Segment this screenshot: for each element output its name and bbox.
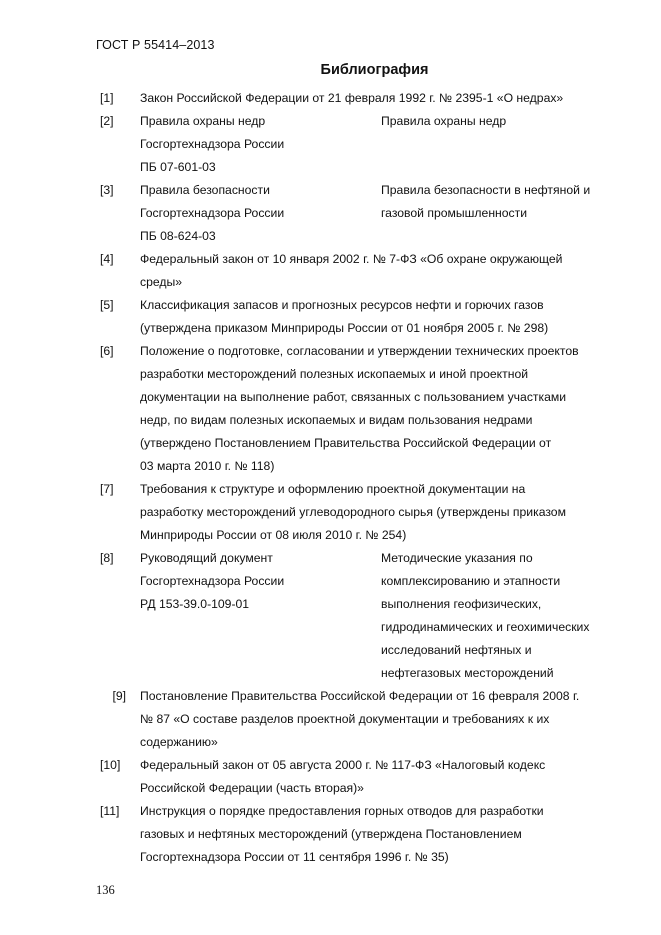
bibliography-entry [96, 754, 636, 800]
entry-line: Госгортехнадзора России [140, 574, 285, 588]
entry-line: комплексированию и этапности [381, 574, 561, 588]
entry-line: гидродинамических и геохимических [381, 620, 590, 634]
entry-line: Методические указания по [381, 551, 533, 565]
entry-number: [1] [100, 91, 114, 105]
entry-line: Инструкция о порядке предоставления горных отводов для разработки [140, 804, 544, 818]
entry-designation [140, 110, 381, 179]
entry-line: разработку месторождений углеводородного сырья (утверждены приказом [140, 505, 566, 519]
entry-designation [140, 179, 381, 248]
entry-line: (утверждено Постановлением Правительства Российской Федерации от [140, 436, 552, 450]
entry-line: Классификация запасов и прогнозных ресурсов нефти и горючих газов [140, 298, 544, 312]
bibliography-entry [96, 294, 636, 340]
entry-designation [140, 547, 381, 685]
entry-line: (утверждена приказом Минприроды России от 01 ноября 2005 г. № 298) [140, 321, 549, 335]
entry-text [140, 294, 636, 340]
entry-number: [7] [100, 482, 114, 496]
entry-number: [2] [100, 114, 114, 128]
entry-line: Госгортехнадзора России от 11 сентября 1996 г. № 35) [140, 850, 449, 864]
entry-text [140, 685, 636, 754]
section-title: Библиография [320, 62, 429, 78]
entry-number: [3] [100, 183, 114, 197]
entry-line: Госгортехнадзора России [140, 137, 285, 151]
entry-text [140, 340, 636, 478]
entry-line: Правила охраны недр [140, 114, 266, 128]
entry-line: документации на выполнение работ, связанных с пользованием участками [140, 390, 567, 404]
entry-line: газовых и нефтяных месторождений (утверждена Постановлением [140, 827, 522, 841]
entry-line: газовой промышленности [381, 206, 528, 220]
entry-number: [9] [112, 689, 126, 703]
entry-line: Положение о подготовке, согласовании и утверждении технических проектов [140, 344, 579, 358]
entry-number: [5] [100, 298, 114, 312]
entry-line: нефтегазовых месторождений [381, 666, 554, 680]
page-number: 136 [96, 883, 115, 897]
entry-text [140, 478, 636, 547]
entry-line: Правила безопасности в нефтяной и [381, 183, 591, 197]
entry-number: [8] [100, 551, 114, 565]
bibliography-entry [96, 547, 636, 685]
entry-title [381, 179, 636, 248]
entry-line: Госгортехнадзора России [140, 206, 285, 220]
entry-title [381, 547, 636, 685]
entry-number: [4] [100, 252, 114, 266]
entry-line: Российской Федерации (часть вторая)» [140, 781, 364, 795]
entry-line: Руководящий документ [140, 551, 273, 565]
entry-line: Федеральный закон от 10 января 2002 г. № 7-ФЗ «Об охране окружающей [140, 252, 563, 266]
entry-line: среды» [140, 275, 183, 289]
entry-number: [11] [100, 804, 120, 818]
entry-line: Требования к структуре и оформлению проектной документации на [140, 482, 526, 496]
entry-text [140, 87, 636, 110]
entry-line: ПБ 08-624-03 [140, 229, 216, 243]
entry-title [381, 110, 636, 179]
entry-text [140, 800, 636, 869]
entry-line: Федеральный закон от 05 августа 2000 г. № 117-ФЗ «Налоговый кодекс [140, 758, 546, 772]
entry-line: недр, по видам полезных ископаемых и видам пользования недрами [140, 413, 533, 427]
bibliography-entry [96, 179, 636, 248]
entry-text [140, 248, 636, 294]
bibliography-list [96, 87, 636, 869]
bibliography-entry [96, 110, 636, 179]
bibliography-entry [96, 800, 636, 869]
bibliography-entry [96, 685, 636, 754]
bibliography-entry [96, 248, 636, 294]
entry-number: [6] [100, 344, 114, 358]
entry-line: Правила охраны недр [381, 114, 507, 128]
entry-line: № 87 «О составе разделов проектной документации и требованиях к их [140, 712, 550, 726]
entry-line: ПБ 07-601-03 [140, 160, 216, 174]
entry-line: выполнения геофизических, [381, 597, 542, 611]
entry-line: Закон Российской Федерации от 21 февраля 1992 г. № 2395-1 «О недрах» [140, 91, 564, 105]
entry-line: Постановление Правительства Российской Федерации от 16 февраля 2008 г. [140, 689, 580, 703]
entry-line: РД 153-39.0-109-01 [140, 597, 250, 611]
entry-line: исследований нефтяных и [381, 643, 532, 657]
entry-line: Минприроды России от 08 июля 2010 г. № 254) [140, 528, 407, 542]
entry-line: 03 марта 2010 г. № 118) [140, 459, 275, 473]
entry-text [140, 754, 636, 800]
document-header: ГОСТ Р 55414–2013 [96, 38, 215, 52]
entry-line: разработки месторождений полезных ископаемых и иной проектной [140, 367, 529, 381]
bibliography-entry [96, 478, 636, 547]
bibliography-entry [96, 87, 636, 110]
bibliography-entry [96, 340, 636, 478]
entry-line: содержанию» [140, 735, 218, 749]
entry-line: Правила безопасности [140, 183, 270, 197]
entry-number: [10] [100, 758, 121, 772]
